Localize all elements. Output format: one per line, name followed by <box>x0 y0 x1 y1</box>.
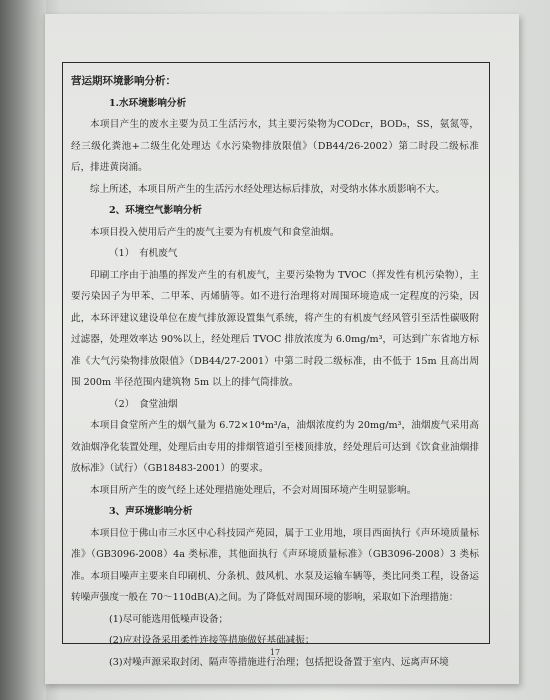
noise-paragraph: 本项目位于佛山市三水区中心科技园产苑园，属于工业用地，项目西面执行《声环境质量标准》（GB3096-2008）4a 类标准，其他面执行《声环境质量标准》（GB3096-2008）3 类标准。本项目噪声主要来自印刷机、分条机、鼓风机、水泵及运输车辆等，类比同类工程，设备运转噪声强度一般在 70～110dB(A)之间。为了降低对周围环境的影响，采取如下治理措施： <box>71 527 479 603</box>
air-paragraph-summary: 本项目所产生的废气经上述处理措施处理后，不会对周围环境产生明显影响。 <box>90 484 417 496</box>
air-paragraph-kitchen: 本项目食堂所产生的烟气量为 6.72×10⁴m³/a，油烟浓度约为 20mg/m³，油烟废气采用高效油烟净化装置处理，处理后由专用的排烟管道引至楼顶排放，经处理后可达到《饮食业油烟排放标准》（试行）（GB18483-2001）的要求。 <box>71 420 479 474</box>
noise-measure-1: (1)尽可能选用低噪声设备； <box>109 613 229 625</box>
noise-measure-2: (2)应对设备采用柔性连接等措施做好基础减振； <box>109 635 315 646</box>
water-heading: 1.水环境影响分析 <box>109 97 187 109</box>
air-intro: 本项目投入使用后产生的废气主要为有机废气和食堂油烟。 <box>90 226 340 238</box>
book-binding <box>0 0 46 700</box>
air-paragraph-organic: 印刷工序由于油墨的挥发产生的有机废气，主要污染物为 TVOC（挥发性有机污染物），主要污染因子为甲苯、二甲苯、丙烯腈等。如不进行治理将对周围环境造成一定程度的污染，因此，本环评建议建设单位在废气排放源设置集气系统，将产生的有机废气经风管引至活性碳吸附过滤器，处理效率达 90%以上，经处理后 TVOC 排放浓度为 6.0mg/m³，可达到广东省地方标准《大气污染物排放限值》（DB44/27-2001）中第二时段二级标准，由不低于 15m 且高出周围 200m 半径范围内建筑物 5m 以上的排气筒排放。 <box>71 269 479 388</box>
noise-measure-3: (3)对噪声源采取封闭、隔声等措施进行治理；包括把设备置于室内、远离声环境 <box>109 656 449 668</box>
air-heading: 2、环境空气影响分析 <box>109 205 203 216</box>
page-content <box>71 71 479 673</box>
page-number: 17 <box>269 648 281 657</box>
noise-heading: 3、声环境影响分析 <box>109 506 193 517</box>
air-subheading-organic: （1） 有机废气 <box>109 248 178 259</box>
air-subheading-kitchen: （2） 食堂油烟 <box>109 398 178 410</box>
water-paragraph-2: 综上所述，本项目所产生的生活污水经处理达标后排放，对受纳水体水质影响不大。 <box>90 183 445 195</box>
section-title: 营运期环境影响分析： <box>71 75 176 87</box>
water-paragraph-1: 本项目产生的废水主要为员工生活污水，其主要污染物为CODcr，BOD₅，SS，氨氮等，经三级化粪池+二级生化处理达《水污染物排放限值》（DB44/26-2002）第二时段二级标准后，排进黄岗涌。 <box>71 119 479 173</box>
